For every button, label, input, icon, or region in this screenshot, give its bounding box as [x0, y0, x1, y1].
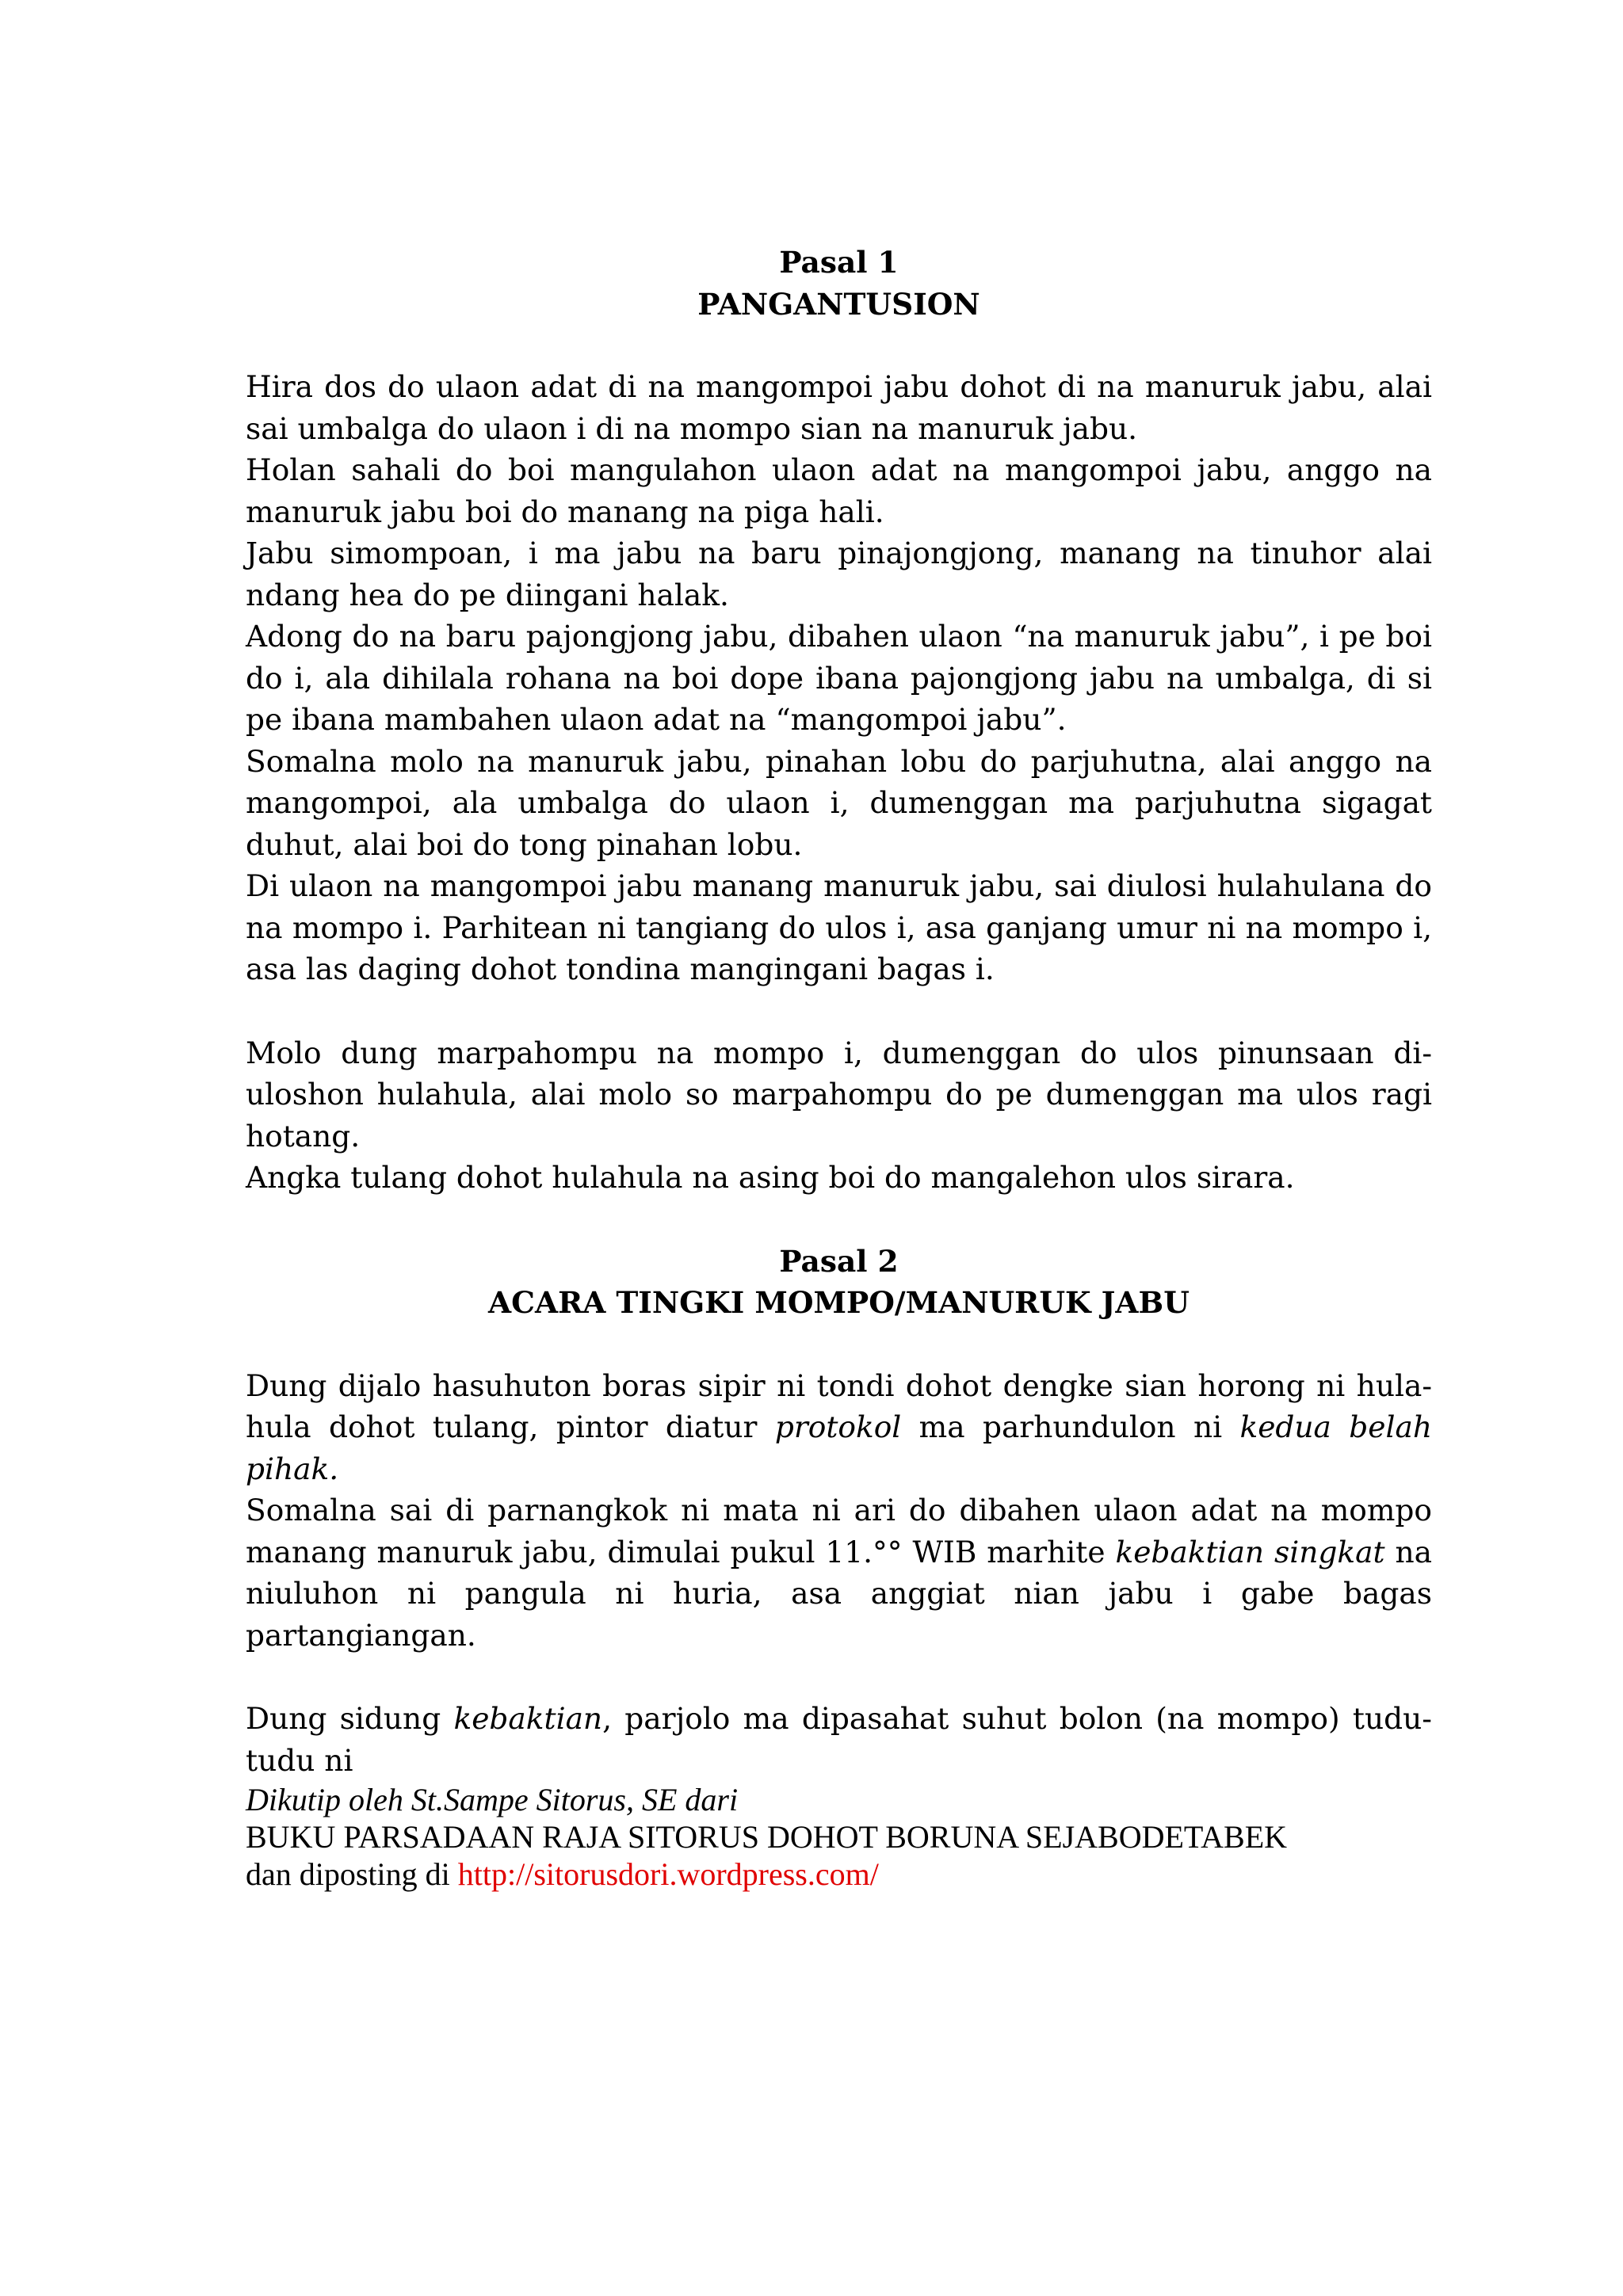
- source-footer: [246, 1781, 1432, 1893]
- p1-italic-kedua-belah-pihak: kedua belah pihak.: [246, 1409, 1432, 1486]
- section-1-paragraph-4: Adong do na baru pajongjong jabu, dibahen ulaon “na manuruk jabu”, i pe boi do i, ala dihilala rohana na boi dope ibana pajongjong jabu na umbalga, di si pe ibana mambahen ulaon adat na “mangompoi jabu”.: [246, 619, 1432, 737]
- p2-text-c: na niuluhon ni pangula ni huria, asa anggiat nian jabu i gabe bagas partangiangan.: [246, 1534, 1433, 1653]
- p2-italic-kebaktian-singkat: kebaktian singkat: [1115, 1534, 1385, 1569]
- section-2-subtitle: ACARA TINGKI MOMPO/MANURUK JABU: [488, 1285, 1190, 1320]
- section-2-paragraph-2: [246, 1489, 1432, 1656]
- footer-posted-line: [246, 1855, 1432, 1893]
- p3-text-c: , parjolo ma dipasahat suhut bolon (na mompo) tudu-tudu ni: [246, 1701, 1432, 1778]
- section-1-title: Pasal 1: [779, 245, 899, 280]
- footer-blog-link[interactable]: http://sitorusdori.wordpress.com/: [457, 1856, 879, 1892]
- p3-italic-kebaktian: kebaktian: [453, 1701, 603, 1736]
- section-1-paragraph-7: Molo dung marpahompu na mompo i, dumenggan do ulos pinunsaan di- uloshon hulahula, alai molo so marpahompu do pe dumenggan ma ulos ragi hotang.: [246, 1035, 1432, 1154]
- document-page: [246, 242, 1432, 1893]
- p3-text-a: Dung sidung: [246, 1701, 454, 1736]
- p2-text-a: Somalna sai di parnangkok ni mata ni ari do dibahen ulaon adat na mompo manang manuruk jabu, dimulai pukul 11.°° WIB marhite: [246, 1493, 1432, 1569]
- p1-text-a: Dung dijalo hasuhuton boras sipir ni tondi dohot dengke sian horong ni hula-hula dohot tulang, pintor diatur: [246, 1367, 1432, 1444]
- section-1-paragraph-6: Di ulaon na mangompoi jabu manang manuruk jabu, sai diulosi hulahulana do na mompo i. Parhitean ni tangiang do ulos i, asa ganjang umur ni na mompo i, asa las daging dohot tondina mangingani bagas i.: [246, 868, 1432, 986]
- p1-italic-protokol: protokol: [774, 1409, 902, 1444]
- p1-text-c: ma parhundulon ni: [901, 1409, 1240, 1444]
- section-2-paragraph-3: [246, 1698, 1432, 1781]
- section-1-paragraph-3: Jabu simompoan, i ma jabu na baru pinajongjong, manang na tinuhor alai ndang hea do pe diingani halak.: [246, 536, 1432, 612]
- footer-book-title: BUKU PARSADAAN RAJA SITORUS DOHOT BORUNA SEJABODETABEK: [246, 1819, 1288, 1855]
- footer-quoted-by: Dikutip oleh St.Sampe Sitorus, SE dari: [246, 1782, 739, 1817]
- footer-posted-prefix: dan diposting di: [246, 1856, 458, 1892]
- section-2-title: Pasal 2: [779, 1243, 899, 1279]
- section-1-paragraph-8: Angka tulang dohot hulahula na asing boi do mangalehon ulos sirara.: [246, 1160, 1295, 1195]
- section-1-paragraph-1: Hira dos do ulaon adat di na mangompoi jabu dohot di na manuruk jabu, alai sai umbalga do ulaon i di na mompo sian na manuruk jabu.: [246, 369, 1432, 446]
- section-1-paragraph-2: Holan sahali do boi mangulahon ulaon adat na mangompoi jabu, anggo na manuruk jabu boi do manang na piga hali.: [246, 452, 1432, 529]
- section-1-subtitle: PANGANTUSION: [697, 286, 980, 322]
- section-1-paragraph-5: Somalna molo na manuruk jabu, pinahan lobu do parjuhutna, alai anggo na mangompoi, ala umbalga do ulaon i, dumenggan ma parjuhutna sigagat duhut, alai boi do tong pinahan lobu.: [246, 743, 1432, 862]
- section-2-paragraph-1: [246, 1365, 1432, 1490]
